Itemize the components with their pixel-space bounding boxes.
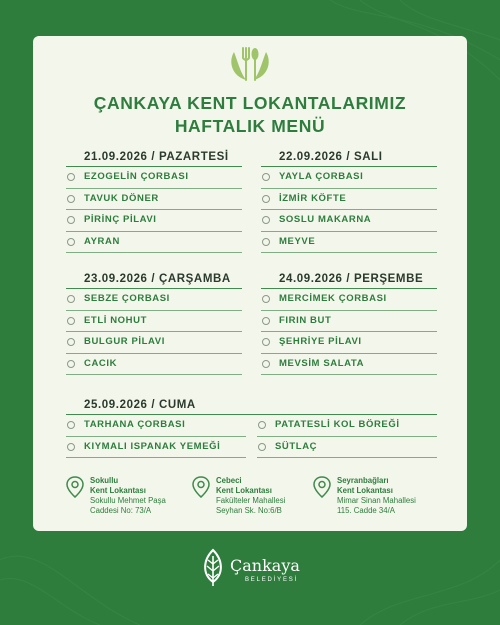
bullet-circle-icon	[262, 216, 270, 224]
menu-item-label: MEVSİM SALATA	[279, 357, 365, 369]
bullet-circle-icon	[262, 360, 270, 368]
menu-item	[66, 232, 242, 254]
menu-item	[66, 311, 242, 333]
bullet-circle-icon	[67, 443, 75, 451]
location-cebeci	[192, 474, 322, 522]
menu-item-label: İZMİR KÖFTE	[279, 192, 347, 204]
menu-item-label: MERCİMEK ÇORBASI	[279, 293, 387, 304]
menu-item-label: EZOGELİN ÇORBASI	[84, 171, 189, 182]
location-address: Sokullu Mehmet Paşa Caddesi No: 73/A	[90, 496, 166, 515]
menu-item-label: FIRIN BUT	[279, 314, 332, 326]
menu-item-label: MEYVE	[279, 235, 316, 247]
map-pin-icon	[66, 476, 84, 498]
menu-item-label: YAYLA ÇORBASI	[279, 171, 364, 182]
menu-item	[66, 210, 242, 232]
day-heading: 22.09.2026 / SALI	[279, 151, 383, 163]
location-address: Mimar Sinan Mahallesi 115. Cadde 34/A	[337, 496, 416, 515]
bullet-circle-icon	[67, 338, 75, 346]
bullet-circle-icon	[67, 216, 75, 224]
menu-item-label: TAVUK DÖNER	[84, 192, 159, 204]
menu-item	[261, 311, 437, 333]
day-heading: 21.09.2026 / PAZARTESİ	[84, 151, 229, 163]
day-section-monday	[66, 148, 242, 253]
location-sokullu	[66, 474, 196, 522]
menu-item	[66, 437, 246, 459]
menu-item	[261, 167, 437, 189]
menu-item-label: SOSLU MAKARNA	[279, 214, 372, 225]
menu-item	[261, 332, 437, 354]
menu-item	[257, 437, 437, 459]
menu-item-label: BULGUR PİLAVI	[84, 336, 165, 347]
menu-item-label: ETLİ NOHUT	[84, 314, 147, 326]
menu-item	[66, 167, 242, 189]
brand-name: Çankaya	[230, 556, 300, 575]
day-section-friday	[66, 396, 446, 415]
menu-item-label: SEBZE ÇORBASI	[84, 293, 170, 304]
bullet-circle-icon	[258, 421, 266, 429]
friday-column-right	[257, 415, 437, 458]
menu-item-label: PATATESLİ KOL BÖREĞİ	[275, 419, 400, 430]
locations-row	[66, 474, 446, 522]
menu-title-line1: ÇANKAYA KENT LOKANTALARIMIZ	[93, 93, 407, 113]
location-name: Seyranbağları Kent Lokantası	[337, 476, 393, 495]
location-seyranbaglari	[313, 474, 443, 522]
menu-item-label: ŞEHRİYE PİLAVI	[279, 336, 362, 347]
menu-item-label: SÜTLAÇ	[275, 440, 318, 452]
bullet-circle-icon	[67, 238, 75, 246]
bullet-circle-icon	[262, 338, 270, 346]
menu-item-label: KIYMALI ISPANAK YEMEĞİ	[84, 440, 221, 452]
bullet-circle-icon	[67, 295, 75, 303]
bullet-circle-icon	[262, 295, 270, 303]
menu-item	[261, 210, 437, 232]
menu-item-label: CACIK	[84, 357, 118, 369]
menu-item	[257, 415, 437, 437]
location-name: Cebeci Kent Lokantası	[216, 476, 272, 495]
menu-item	[66, 289, 242, 311]
bullet-circle-icon	[67, 360, 75, 368]
day-heading: 25.09.2026 / CUMA	[84, 399, 196, 411]
map-pin-icon	[192, 476, 210, 498]
bullet-circle-icon	[262, 173, 270, 181]
bullet-circle-icon	[67, 421, 75, 429]
menu-item-label: PİRİNÇ PİLAVI	[84, 214, 157, 225]
friday-column-left	[66, 415, 246, 458]
menu-item	[261, 289, 437, 311]
bullet-circle-icon	[67, 173, 75, 181]
bullet-circle-icon	[262, 317, 270, 325]
menu-card	[33, 36, 467, 531]
day-section-wednesday	[66, 270, 242, 375]
location-name: Sokullu Kent Lokantası	[90, 476, 146, 495]
brand-subtitle: BELEDİYESİ	[245, 577, 299, 583]
day-section-thursday	[261, 270, 437, 375]
location-address: Fakülteler Mahallesi Seyhan Sk. No:6/B	[216, 496, 286, 515]
menu-item-label: AYRAN	[84, 235, 120, 247]
menu-item	[261, 354, 437, 376]
day-heading: 24.09.2026 / PERŞEMBE	[279, 273, 424, 285]
leaf-fork-spoon-icon	[226, 44, 274, 84]
map-pin-icon	[313, 476, 331, 498]
bullet-circle-icon	[67, 317, 75, 325]
menu-item	[66, 354, 242, 376]
bullet-circle-icon	[67, 195, 75, 203]
menu-item	[261, 189, 437, 211]
menu-item	[66, 415, 246, 437]
menu-item	[261, 232, 437, 254]
bullet-circle-icon	[262, 195, 270, 203]
day-section-tuesday	[261, 148, 437, 253]
bullet-circle-icon	[262, 238, 270, 246]
menu-item-label: TARHANA ÇORBASI	[84, 419, 186, 430]
menu-item	[66, 189, 242, 211]
leaf-emblem-icon	[200, 548, 226, 588]
menu-item	[66, 332, 242, 354]
day-heading: 23.09.2026 / ÇARŞAMBA	[84, 273, 231, 285]
menu-title-line2: HAFTALIK MENÜ	[174, 116, 326, 136]
bullet-circle-icon	[258, 443, 266, 451]
